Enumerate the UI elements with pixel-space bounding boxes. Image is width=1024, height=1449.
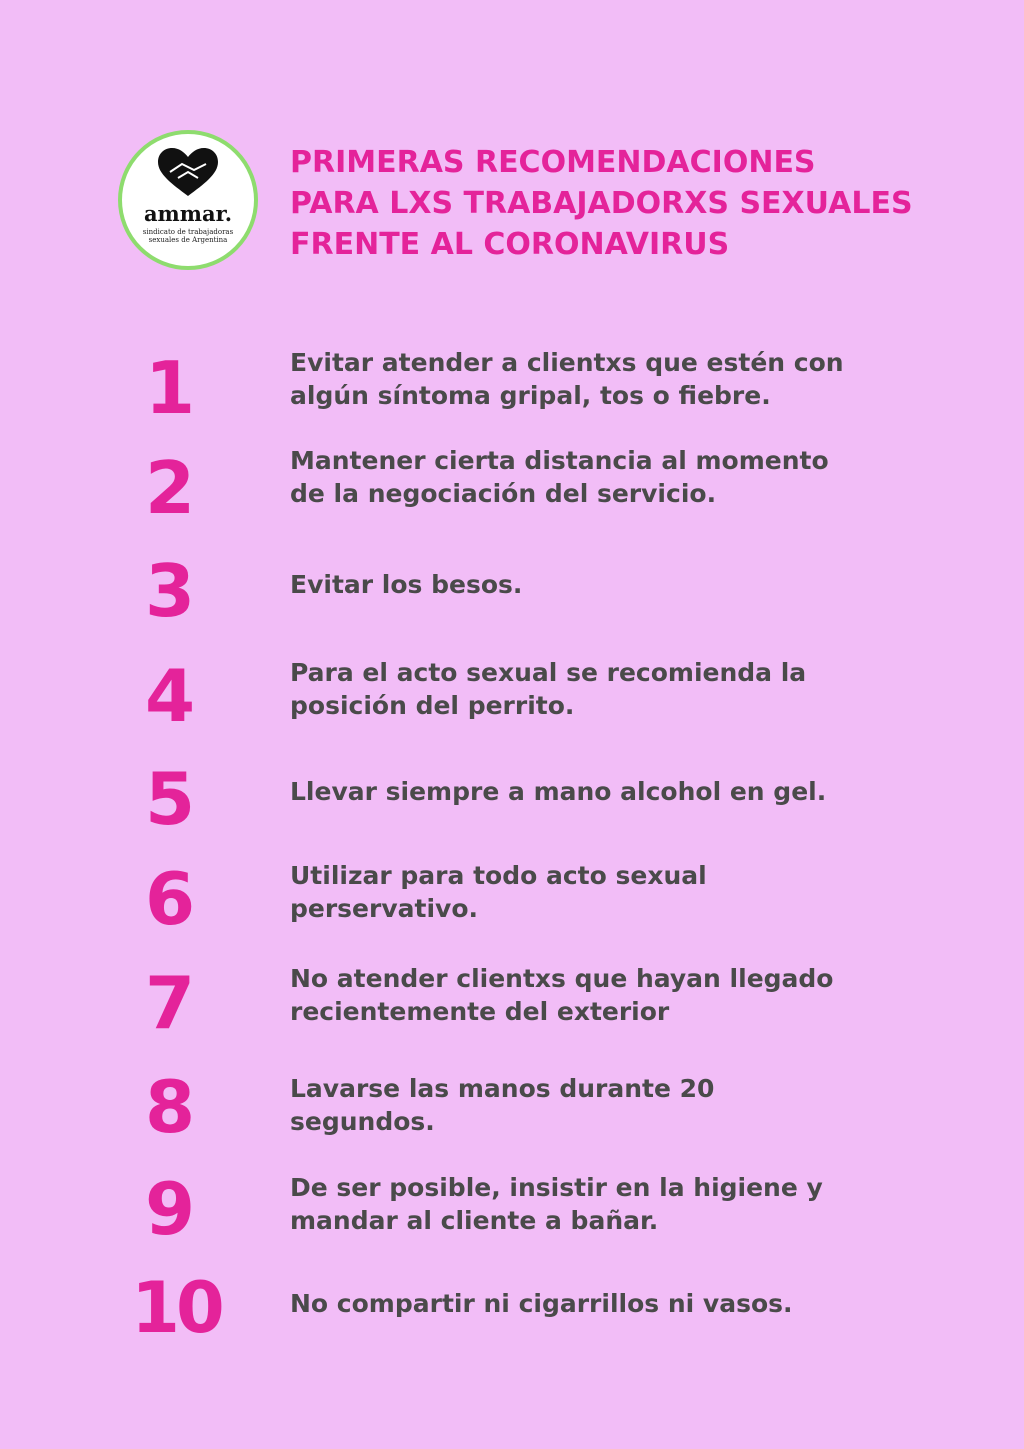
item-number-5: 5 [144,757,196,841]
item-text-3: Evitar los besos. [290,570,523,599]
logo-subtitle: sindicato de trabajadoras sexuales de Argentina [142,228,234,244]
item-text-9: De ser posible, insistir en la higiene y mandar al cliente a bañar. [290,1173,823,1235]
title-line-3: FRENTE AL CORONAVIRUS [290,227,730,262]
ammar-logo [118,130,258,270]
item-number-9: 9 [144,1167,196,1251]
heart-handshake-icon [122,134,254,266]
item-text-8: Lavarse las manos durante 20 segundos. [290,1074,715,1136]
item-number-7: 7 [144,961,196,1045]
item-number-3: 3 [144,549,196,633]
item-number-2: 2 [144,446,196,530]
item-text-6: Utilizar para todo acto sexual perservativo. [290,861,707,923]
title-line-1: PRIMERAS RECOMENDACIONES [290,145,816,180]
item-number-1: 1 [144,346,196,430]
item-number-10: 10 [131,1267,221,1349]
title-line-2: PARA LXS TRABAJADORXS SEXUALES [290,186,913,221]
page-title [290,142,990,265]
logo-name: ammar. [143,201,233,226]
item-text-1: Evitar atender a clientxs que estén con algún síntoma gripal, tos o fiebre. [290,348,844,410]
item-number-4: 4 [144,654,196,738]
item-text-2: Mantener cierta distancia al momento de la negociación del servicio. [290,446,829,508]
item-text-4: Para el acto sexual se recomienda la posición del perrito. [290,658,807,720]
item-text-7: No atender clientxs que hayan llegado recientemente del exterior [290,964,834,1026]
item-text-10: No compartir ni cigarrillos ni vasos. [290,1289,793,1318]
item-text-5: Llevar siempre a mano alcohol en gel. [290,777,827,806]
item-number-8: 8 [144,1065,196,1149]
item-number-6: 6 [144,857,196,941]
